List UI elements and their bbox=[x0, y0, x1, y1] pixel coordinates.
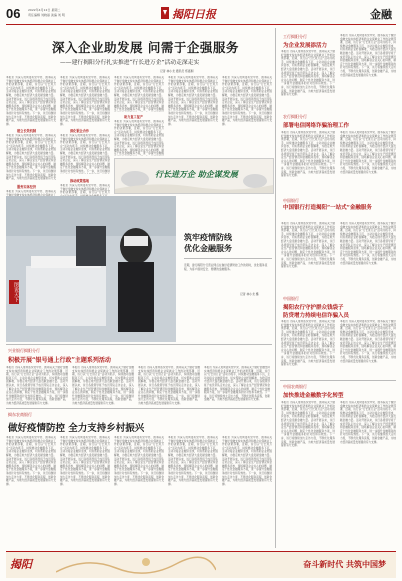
main-title: 深入企业助发展 问需于企强服务 bbox=[52, 40, 239, 55]
photo-credit: 记者 林小龙 摄 bbox=[240, 292, 259, 296]
main-text-col-2c: 本报讯 为深入贯彻落实党中央、国务院关于做好金融支持实体经济和稳企业保就业工作的决策部署，近期，该行以“行长进万 bbox=[60, 184, 110, 195]
photo-caption-big: 筑牢疫情防线 优化金融服务 bbox=[184, 232, 232, 253]
left-mid-text-2: 本报讯 为深入贯彻落实党中央、国务院关于做好金融支持实体经济和稳企业保就业工作的决策部署，近期，该行以“行长进万企”活动为抓手，持续推动金融服务下沉，主动对接企业融资需求，切实帮助企业纾困解难，为稳定地方经济大盘贡献金融力量。活动开展以来，该行各级领导班子成员带队走访企业，深入了解企业生产经营情况和金融服务需求，现场解答企业关心的问题，制定个性化金融服务方案，进一步提升金融服务的针对性和有效性。下一步，该行将继续加大走访力度，不断优化服务流程，创新金融产品，为地方经济高质量发展提供有力支撑。 bbox=[72, 366, 134, 405]
main-text-col-2: 本报讯 为深入贯彻落实党中央、国务院关于做好金融支持实体经济和稳企业保就业工作的决策部署，近期，该行以“行长进万企”活动为抓手，持续推动金融服务下沉，主动对接企业融资需求，切实帮助企业纾困解难，为稳定地方经济大盘贡献金融力量。活动开展以来，该行各级领导班子成员带队走访企业，深入了解企业生产经营情况和金融服务需求，现场解答企业关心的问题，制定个性化金融服务方案，进一步提升金融服务的针对性和有效性。下一步，该行将继续加大走访力度，不断优化服务流程，创新金融产品，为地方经济高质量发展提供有力支撑。 bbox=[60, 76, 110, 126]
main-lead-head-2: 服务实体经济 bbox=[17, 185, 37, 189]
right-a2-text-1: 本报讯 为深入贯彻落实党中央、国务院关于做好金融支持实体经济和稳企业保就业工作的决策部署，近期，该行以“行长进万企”活动为抓手，持续推动金融服务下沉，主动对接企业融资需求，切实帮助企业纾困解难，为稳定地方经济大盘贡献金融力量。活动开展以来，该行各级领导班子成员带队走访企业，深入了解企业生产经营情况和金融服务需求，现场解答企业关心的问题，制定个性化金融服务方案，进一步提升金融服务的针对性和有效性。下一步，该行将继续加大走访力度，不断优化服务流程，创新金融产品，为地方经济高质量发展提供有力支撑。 bbox=[281, 131, 335, 178]
logo-emblem-icon bbox=[160, 6, 170, 20]
bottom-text-3: 本报讯 为深入贯彻落实党中央、国务院关于做好金融支持实体经济和稳企业保就业工作的决策部署，近期，该行以“行长进万企”活动为抓手，持续推动金融服务下沉，主动对接企业融资需求，切实帮助企业纾困解难，为稳定地方经济大盘贡献金融力量。活动开展以来，该行各级领导班子成员带队走访企业，深入了解企业生产经营情况和金融服务需求，现场解答企业关心的问题，制定个性化金融服务方案，进一步提升金融服务的针对性和有效性。下一步，该行将继续加大走访力度，不断优化服务流程，创新金融产品，为地方经济高质量发展提供有力支撑。 bbox=[114, 436, 164, 486]
caption-divider bbox=[184, 258, 272, 259]
page-number: 06 bbox=[6, 6, 21, 21]
right-a5-text-2: 本报讯 为深入贯彻落实党中央、国务院关于做好金融支持实体经济和稳企业保就业工作的决策部署，近期，该行以“行长进万企”活动为抓手，持续推动金融服务下沉，主动对接企业融资需求，切实帮助企业纾困解难，为稳定地方经济大盘贡献金融力量。活动开展以来，该行各级领导班子成员带队走访企业，深入了解企业生产经营情况和金融服务需求，现场解答企业关心的问题，制定个性化金融服务方案，进一步提升金融服务的针对性和有效性。下一步，该行将继续加大走访力度，不断优化服务流程，创新金融产品，为地方经济高质量发展提供有力支撑。 bbox=[340, 401, 396, 444]
main-text-col-1c: 本报讯 为深入贯彻落实党中央、国务院关 bbox=[6, 190, 56, 193]
main-lead-head-5: 助力复工复产 bbox=[124, 115, 144, 119]
main-lead-head-4: 推动政策落地 bbox=[70, 179, 90, 183]
logo-text: 揭阳日报 bbox=[172, 8, 216, 21]
meta-line: 责任编辑 刘晓丽 美编 刘 明 bbox=[28, 13, 65, 17]
mid-rule bbox=[6, 344, 272, 345]
right-a5-rule bbox=[280, 380, 396, 381]
right-a3-text-1: 本报讯 为深入贯彻落实党中央、国务院关于做好金融支持实体经济和稳企业保就业工作的决策部署，近期，该行以“行长进万企”活动为抓手，持续推动金融服务下沉，主动对接企业融资需求，切实帮助企业纾困解难，为稳定地方经济大盘贡献金融力量。活动开展以来，该行各级领导班子成员带队走访企业，深入了解企业生产经营情况和金融服务需求，现场解答企业关心的问题，制定个性化金融服务方案，进一步提升金融服务的针对性和有效性。下一步，该行将继续加大走访力度，不断优化服务流程，创新金融产品，为地方经济高质量发展提供有力支撑。 bbox=[281, 222, 335, 269]
banner-photo bbox=[114, 158, 274, 194]
left-mid-text-3: 本报讯 为深入贯彻落实党中央、国务院关于做好金融支持实体经济和稳企业保就业工作的决策部署，近期，该行以“行长进万企”活动为抓手，持续推动金融服务下沉，主动对接企业融资需求，切实帮助企业纾困解难，为稳定地方经济大盘贡献金融力量。活动开展以来，该行各级领导班子成员带队走访企业，深入了解企业生产经营情况和金融服务需求，现场解答企业关心的问题，制定个性化金融服务方案，进一步提升金融服务的针对性和有效性。下一步，该行将继续加大走访力度，不断优化服务流程，创新金融产品，为地方经济高质量发展提供有力支撑。 bbox=[138, 366, 200, 405]
right-col-divider bbox=[275, 28, 276, 548]
main-text-col-2b: 本报讯 为深入贯彻落实党中央、国务院关于做好金融支持实体经济和稳企业保就业工作的决策部署，近期，该行以“行长进万企”活动为抓手，持续推动金融服务下沉，主动对接企业融资需求，切实帮助企业纾困解难，为稳定地方经济大盘贡献金融力量。活动开展以来，该行各级领导班子成员带队走访企业，深入了解企业生产经营情况和金融服务需求，现场解答企业关心的问题，制定个性化金融服务方案，进一步提升金融服务的针对性和有效性。下一步，该行将继续 bbox=[60, 134, 110, 173]
right-a5-kicker: 中国农商银行 bbox=[283, 384, 307, 389]
right-a2-kicker: 农行揭阳分行 bbox=[283, 114, 307, 119]
left-mid-text-1: 本报讯 为深入贯彻落实党中央、国务院关于做好金融支持实体经济和稳企业保就业工作的决策部署，近期，该行以“行长进万企”活动为抓手，持续推动金融服务下沉，主动对接企业融资需求，切实帮助企业纾困解难，为稳定地方经济大盘贡献金融力量。活动开展以来，该行各级领导班子成员带队走访企业，深入了解企业生产经营情况和金融服务需求，现场解答企业关心的问题，制定个性化金融服务方案，进一步提升金融服务的针对性和有效性。下一步，该行将继续加大走访力度，不断优化服务流程，创新金融产品，为地方经济高质量发展提供有力支撑。 bbox=[6, 366, 68, 405]
bottom-title: 做好疫情防控 全力支持乡村振兴 bbox=[8, 423, 145, 434]
main-byline: 记者 林小龙 通讯员 郑嘉桐 bbox=[160, 69, 194, 73]
bottom-text-1: 本报讯 为深入贯彻落实党中央、国务院关于做好金融支持实体经济和稳企业保就业工作的决策部署，近期，该行以“行长进万企”活动为抓手，持续推动金融服务下沉，主动对接企业融资需求，切实帮助企业纾困解难，为稳定地方经济大盘贡献金融力量。活动开展以来，该行各级领导班子成员带队走访企业，深入了解企业生产经营情况和金融服务需求，现场解答企业关心的问题，制定个性化金融服务方案，进一步提升金融服务的针对性和有效性。下一步，该行将继续加大走访力度，不断优化服务流程，创新金融产品，为地方经济高质量发展提供有力支撑。 bbox=[6, 436, 56, 486]
main-photo bbox=[6, 196, 176, 342]
bottom-text-2: 本报讯 为深入贯彻落实党中央、国务院关于做好金融支持实体经济和稳企业保就业工作的决策部署，近期，该行以“行长进万企”活动为抓手，持续推动金融服务下沉，主动对接企业融资需求，切实帮助企业纾困解难，为稳定地方经济大盘贡献金融力量。活动开展以来，该行各级领导班子成员带队走访企业，深入了解企业生产经营情况和金融服务需求，现场解答企业关心的问题，制定个性化金融服务方案，进一步提升金融服务的针对性和有效性。下一步，该行将继续加大走访力度，不断优化服务流程，创新金融产品，为地方经济高质量发展提供有力支撑。 bbox=[60, 436, 110, 486]
footer-ad-ornament bbox=[56, 552, 216, 578]
left-mid-text-4: 本报讯 为深入贯彻落实党中央、国务院关于做好金融支持实体经济和稳企业保就业工作的决策部署，近期，该行以“行长进万企”活动为抓手，持续推动金融服务下沉，主动对接企业融资需求，切实帮助企业纾困解难，为稳定地方经济大盘贡献金融力量。活动开展以来，该行各级领导班子成员带队走访企业，深入了解企业生产经营情况和金融服务需求，现场解答企业关心的问题，制定个性化金融服务方案，进一步提升金融服务的针对性和有效性。下一步，该行将继续加大走访力度，不断优化服务流程，创新金融产品，为地方经济高质量发展提供有力支撑。 bbox=[204, 366, 270, 402]
footer-ad bbox=[6, 551, 396, 578]
right-a4-title: 揭阳农行守护群众钱袋子 bbox=[283, 305, 344, 311]
banner-slogan: 行长进万企 助企谋发展 bbox=[155, 169, 238, 179]
right-a4-text-1: 本报讯 为深入贯彻落实党中央、国务院关于做好金融支持实体经济和稳企业保就业工作的决策部署，近期，该行以“行长进万企”活动为抓手，持续推动金融服务下沉，主动对接企业融资需求，切实帮助企业纾困解难，为稳定地方经济大盘贡献金融力量。活动开展以来，该行各级领导班子成员带队走访企业，深入了解企业生产经营情况和金融服务需求，现场解答企业关心的问题，制定个性化金融服务方案，进一步提升金融服务的针对性和有效性。下一步，该行将继续加大走访力度，不断优化服务流程，创新金融产品，为地方经济高质量发展提供有力支撑。 bbox=[281, 320, 335, 367]
main-text-col-3: 本报讯 为深入贯彻落实党中央、国务院关于做好金融支持实体经济和稳企业保就业工作的决策部署，近期，该行以“行长进万企”活动为抓手，持续推动金融服务下沉，主动对接企业融资需求，切实帮助企业纾困解难，为稳定地方经济大盘贡献金融力量。活动开展以来，该行各级领导班子成员带队走访企业，深入了解企业生产经营情况和金融服务需求，现场解答企业关心的问题，制定个性化金融服务方案，进一步提升金融服 bbox=[114, 76, 164, 112]
header-rule bbox=[6, 24, 396, 25]
main-subtitle: ——建行揭阳分行扎实推进“行长进万企”活动走深走实 bbox=[60, 60, 200, 66]
bottom-text-4: 本报讯 为深入贯彻落实党中央、国务院关于做好金融支持实体经济和稳企业保就业工作的决策部署，近期，该行以“行长进万企”活动为抓手，持续推动金融服务下沉，主动对接企业融资需求，切实帮助企业纾困解难，为稳定地方经济大盘贡献金融力量。活动开展以来，该行各级领导班子成员带队走访企业，深入了解企业生产经营情况和金融服务需求，现场解答企业关心的问题，制定个性化金融服务方案，进一步提升金融服务的针对性和有效性。下一步，该行将继续加大走访力度，不断优化服务流程，创新金融产品，为地方经济高质量发展提供有力支撑。 bbox=[168, 436, 218, 486]
right-a3-kicker: 中国银行 bbox=[283, 198, 299, 203]
footer-ad-text: 奋斗新时代 共筑中国梦 bbox=[303, 559, 386, 569]
main-lead-head-3: 深化银企合作 bbox=[70, 129, 90, 133]
main-text-col-3b: 本报讯 为深入贯彻落实党中央、国务院关于做好金融支持实体经济和稳企业保就业工作的决策部署，近期，该行以“行长进万企”活动为抓手，持续推动金融服务下沉，主动对接企业融资需求，切实帮助企业纾困解难，为稳定地方经济大盘贡献金融力量。活动开展以来，该行各级领导班子成员带队走访企业，深入了解企业生产经营情况和金融服务需求，现场解答企业关心的问题，制定个性化金融服务方案，进一步提升金融服 bbox=[114, 120, 164, 156]
right-a5-text-1: 本报讯 为深入贯彻落实党中央、国务院关于做好金融支持实体经济和稳企业保就业工作的决策部署，近期，该行以“行长进万企”活动为抓手，持续推动金融服务下沉，主动对接企业融资需求，切实帮助企业纾困解难，为稳定地方经济大盘贡献金融力量。活动开展以来，该行各级领导班子成员带队走访企业，深入了解企业生产经营情况和金融服务需求，现场解答企业关心的问题，制定个性化金融服务方案，进一步提升金融服务的针对性和有效性。下一步，该行将继续加大走访力度，不断优化服务流程，创新金融产品，为地方经济高质量发展提供有力支撑。 bbox=[281, 401, 335, 448]
right-a2-text-2: 本报讯 为深入贯彻落实党中央、国务院关于做好金融支持实体经济和稳企业保就业工作的决策部署，近期，该行以“行长进万企”活动为抓手，持续推动金融服务下沉，主动对接企业融资需求，切实帮助企业纾困解难，为稳定地方经济大盘贡献金融力量。活动开展以来，该行各级领导班子成员带队走访企业，深入了解企业生产经营情况和金融服务需求，现场解答企业关心的问题，制定个性化金融服务方案，进一步提升金融服务的针对性和有效性。下一步，该行将继续加大走访力度，不断优化服务流程，创新金融产品，为地方经济高质量发展提供有力支撑。 bbox=[340, 131, 396, 174]
right-a1-title: 为企业发展添活力 bbox=[283, 43, 328, 49]
right-a3-title: 中国银行打造揭阳“一站式”金融服务 bbox=[283, 205, 372, 211]
right-a1-text-2: 本报讯 为深入贯彻落实党中央、国务院关于做好金融支持实体经济和稳企业保就业工作的决策部署，近期，该行以“行长进万企”活动为抓手，持续推动金融服务下沉，主动对接企业融资需求，切实帮助企业纾困解难，为稳定地方经济大盘贡献金融力量。活动开展以来，该行各级领导班子成员带队走访企业，深入了解企业生产经营情况和金融服务需求，现场解答企业关心的问题，制定个性化金融服务方案，进一步提升金融服务的针对性和有效性。下一步，该行将继续加大走访力度，不断优化服务流程，创新金融产品，为地方经济高质量发展提供有力支撑。 bbox=[340, 34, 396, 77]
bottom-kicker: 揭东农商银行 bbox=[8, 412, 32, 417]
main-text-col-4: 本报讯 为深入贯彻落实党中央、国务院关于做好金融支持实体经济和稳企业保就业工作的决策部署，近期，该行以“行长进万企”活动为抓手，持续推动金融服务下沉，主动对接企业融资需求，切实帮助企业纾困解难，为稳定地方经济大盘贡献金融力量。活动开展以来，该行各级领导班子成员带队走访企业，深入了解企业生产经营情况和金融服务需求，现场解答企业关心的问题，制定个性化金融服务方案，进一步提升金融服务的针对性和有效性。下一步，该行将继续加大走访力度，不断优化服务流程，创新金融产品，为地方经济高质量发展提供有力支撑。 bbox=[168, 76, 218, 126]
bottom-rule bbox=[6, 408, 272, 409]
right-a4-title-line-2: 防贷增力持续电信诈骗入员 bbox=[283, 313, 350, 319]
left-mid-kicker: 兴业银行揭阳分行 bbox=[8, 348, 40, 353]
footer-ad-brand: 揭阳 bbox=[10, 558, 32, 571]
vertical-badge: 图说天下 bbox=[9, 280, 19, 304]
right-a4-kicker: 中国银行 bbox=[283, 296, 299, 301]
right-a1-kicker: 工行揭阳分行 bbox=[283, 34, 307, 39]
right-a1-text-1: 本报讯 为深入贯彻落实党中央、国务院关于做好金融支持实体经济和稳企业保就业工作的决策部署，近期，该行以“行长进万企”活动为抓手，持续推动金融服务下沉，主动对接企业融资需求，切实帮助企业纾困解难，为稳定地方经济大盘贡献金融力量。活动开展以来，该行各级领导班子成员带队走访企业，深入了解企业生产经营情况和金融服务需求，现场解答企业关心的问题，制定个性化金融服务方案，进一步提升金融服务的针对性和有效性。下一步，该行将继续加大走访力度，不断优化服务流程，创新金融产品，为地方经济高质量发展提供有力支撑。 bbox=[281, 50, 335, 97]
right-a3-text-2: 本报讯 为深入贯彻落实党中央、国务院关于做好金融支持实体经济和稳企业保就业工作的决策部署，近期，该行以“行长进万企”活动为抓手，持续推动金融服务下沉，主动对接企业融资需求，切实帮助企业纾困解难，为稳定地方经济大盘贡献金融力量。活动开展以来，该行各级领导班子成员带队走访企业，深入了解企业生产经营情况和金融服务需求，现场解答企业关心的问题，制定个性化金融服务方案，进一步提升金融服务的针对性和有效性。下一步，该行将继续加大走访力度，不断优化服务流程，创新金融产品，为地方经济高质量发展提供有力支撑。 bbox=[340, 222, 396, 265]
main-text-col-5: 本报讯 为深入贯彻落实党中央、国务院关于做好金融支持实体经济和稳企业保就业工作的决策部署，近期，该行以“行长进万企”活动为抓手，持续推动金融服务下沉，主动对接企业融资需求，切实帮助企业纾困解难，为稳定地方经济大盘贡献金融力量。活动开展以来，该行各级领导班子成员带队走访企业，深入了解企业生产经营情况和金融服务需求，现场解答企业关心的问题，制定个性化金融服务方案，进一步提升金融服务的针对性和有效性。下一步，该行将继续加大走访力度，不断优化服务流程，创新金融产品，为地方经济高质量发展提供有力支撑。 bbox=[222, 76, 272, 126]
section-name: 金融 bbox=[370, 8, 392, 21]
main-lead-head-1: 建立长效机制 bbox=[17, 129, 37, 133]
right-a2-title: 部署电信网络诈骗治理工作 bbox=[283, 123, 350, 129]
page-header bbox=[0, 0, 402, 28]
photo-scene bbox=[6, 196, 176, 342]
bottom-text-5: 本报讯 为深入贯彻落实党中央、国务院关于做好金融支持实体经济和稳企业保就业工作的决策部署，近期，该行以“行长进万企”活动为抓手，持续推动金融服务下沉，主动对接企业融资需求，切实帮助企业纾困解难，为稳定地方经济大盘贡献金融力量。活动开展以来，该行各级领导班子成员带队走访企业，深入了解企业生产经营情况和金融服务需求，现场解答企业关心的问题，制定个性化金融服务方案，进一步提升金融服务的针对性和有效性。下一步，该行将继续加大走访力度，不断优化服务流程，创新金融产品，为地方经济高质量发展提供有力支撑。 bbox=[222, 436, 272, 486]
left-mid-title: 积极开展“银号通上行政”主题系列活动 bbox=[8, 357, 111, 364]
photo-caption-small: 近期，建行揭阳分行营业网点在做好疫情防控工作的同时，优化服务流程，为客户提供安全、便捷的金融服务。 bbox=[184, 263, 268, 271]
right-a5-title: 加快推进金融数字化转型 bbox=[283, 393, 344, 399]
newspaper-logo bbox=[160, 6, 230, 20]
main-text-col-1b: 本报讯 为深入贯彻落实党中央、国务院关于做好金融支持实体经济和稳企业保就业工作的决策部署，近期，该行以“行长进万企”活动为抓手，持续推动金融服务下沉，主动对接企业融资需求，切实帮助企业纾困解难，为稳定地方经济大盘贡献金融力量。活动开展以来，该行各级领导班子成员带队走访企业，深入了解企业生产经营情况和金融服务需求，现场解答企业关心的问题，制定个性化金融服务方案，进一步提升金融服务的针对性和有效性。下一步，该行将继续加大走访力度，不断优化服务流程，创新金融产品，为地方经济高质量发展提供有力支 bbox=[6, 134, 56, 180]
main-text-col-1: 本报讯 为深入贯彻落实党中央、国务院关于做好金融支持实体经济和稳企业保就业工作的决策部署，近期，该行以“行长进万企”活动为抓手，持续推动金融服务下沉，主动对接企业融资需求，切实帮助企业纾困解难，为稳定地方经济大盘贡献金融力量。活动开展以来，该行各级领导班子成员带队走访企业，深入了解企业生产经营情况和金融服务需求，现场解答企业关心的问题，制定个性化金融服务方案，进一步提升金融服务的针对性和有效性。下一步，该行将继续加大走访力度，不断优化服务流程，创新金融产品，为地方经济高质量发展提供有力支撑。 bbox=[6, 76, 56, 126]
right-a4-text-2: 本报讯 为深入贯彻落实党中央、国务院关于做好金融支持实体经济和稳企业保就业工作的决策部署，近期，该行以“行长进万企”活动为抓手，持续推动金融服务下沉，主动对接企业融资需求，切实帮助企业纾困解难，为稳定地方经济大盘贡献金融力量。活动开展以来，该行各级领导班子成员带队走访企业，深入了解企业生产经营情况和金融服务需求，现场解答企业关心的问题，制定个性化金融服务方案，进一步提升金融服务的针对性和有效性。下一步，该行将继续加大走访力度，不断优化服务流程，创新金融产品，为地方经济高质量发展提供有力支撑。 bbox=[340, 320, 396, 363]
date-line: 2022年4月12日 星期二 bbox=[28, 8, 61, 12]
